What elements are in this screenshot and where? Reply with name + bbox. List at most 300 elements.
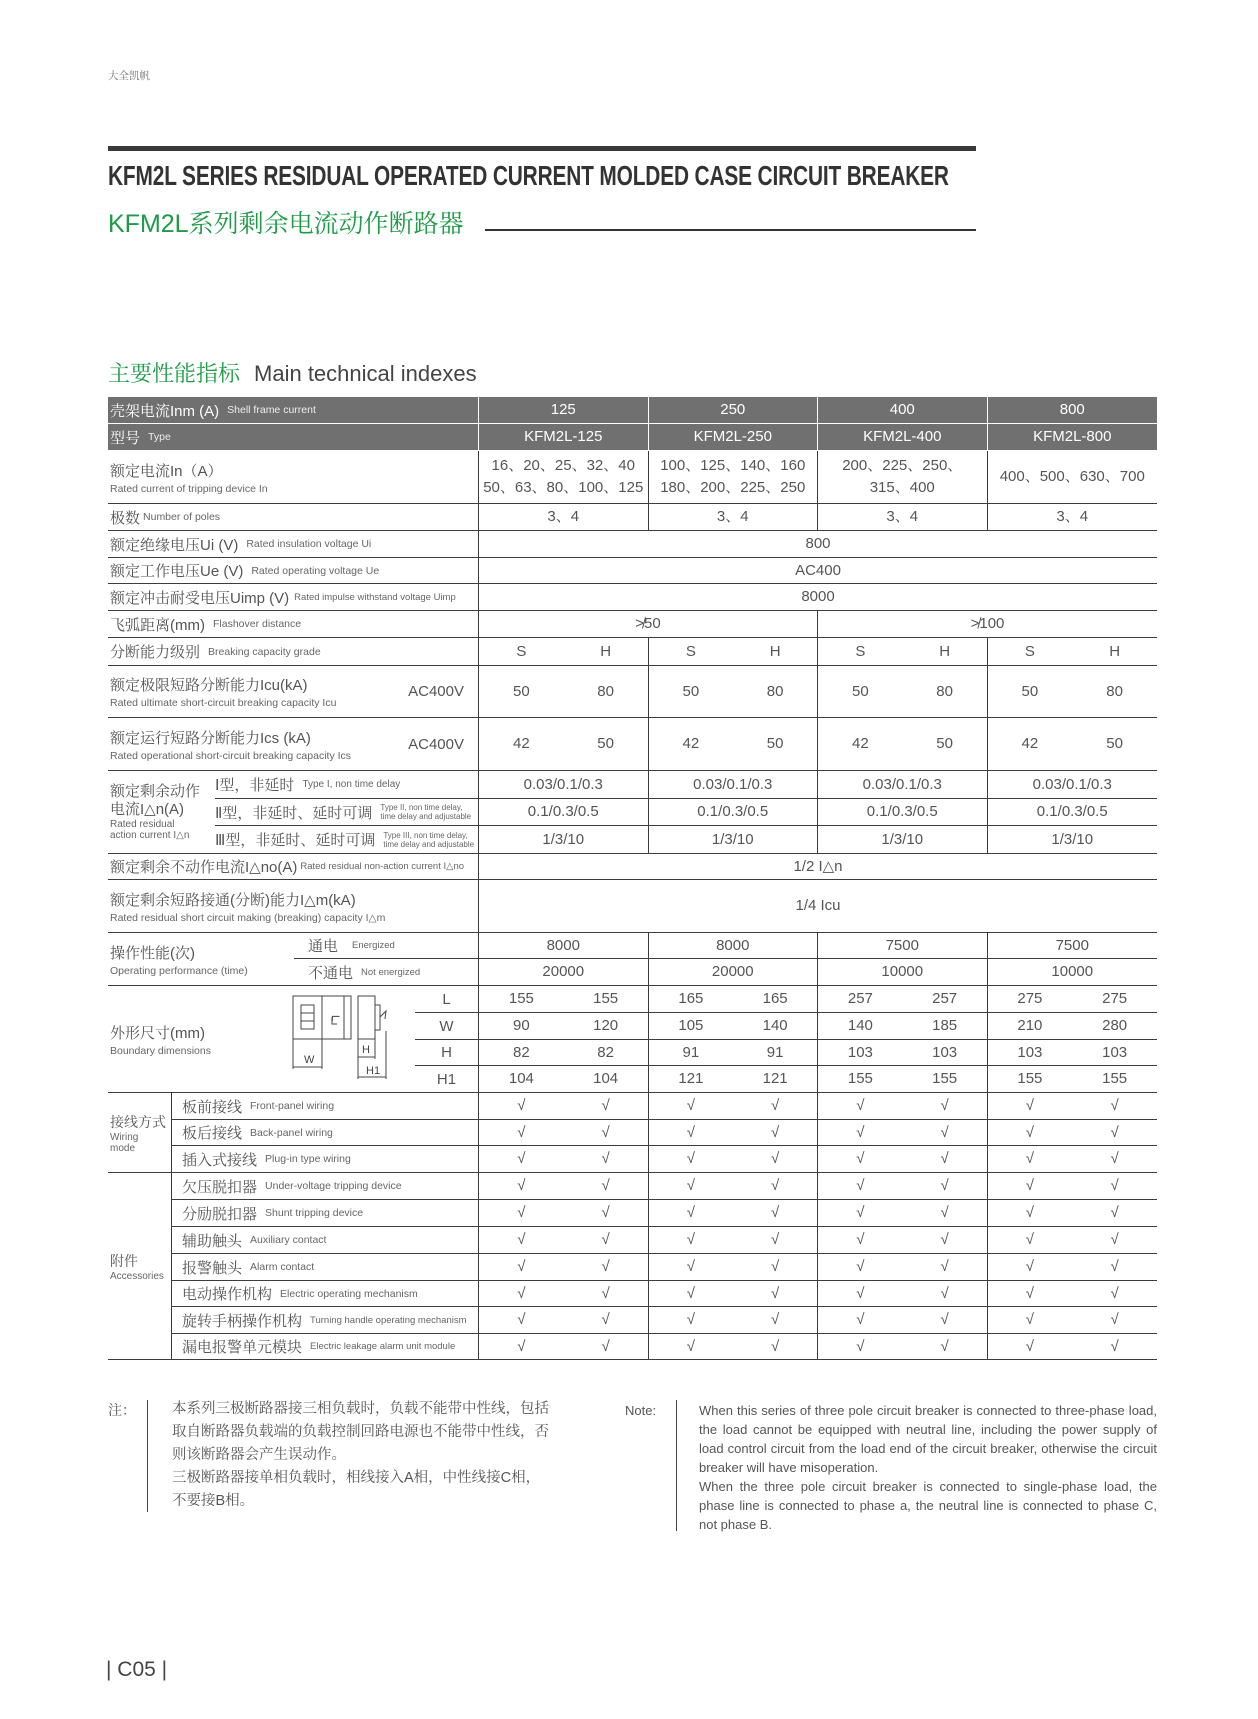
row-label-grade [108,638,479,666]
check-icon: √ [649,1173,734,1200]
residual-type-2 [215,799,479,826]
check-icon: √ [988,1120,1073,1146]
label-en: Back-panel wiring [250,1126,333,1139]
check-icon: √ [733,1307,818,1334]
value-cell: 0.1/0.3/0.5 [649,799,819,826]
diagram-label-h: H [362,1044,370,1056]
check-icon: √ [988,1307,1073,1334]
check-icon: √ [479,1093,564,1120]
note-divider [147,1400,148,1512]
value-cell: 80 [733,666,818,718]
check-icon: √ [1072,1120,1157,1146]
value-cell: 0.03/0.1/0.3 [988,771,1158,799]
check-icon: √ [564,1227,649,1254]
label-en: Operating performance (time) [110,964,248,977]
row-label-uimp [108,584,479,611]
check-icon: √ [564,1120,649,1146]
check-icon: √ [479,1334,564,1360]
dimension-letter: H [415,1040,479,1066]
section-heading [108,357,477,388]
check-icon: √ [479,1146,564,1173]
label-en: Accessories [110,1270,164,1282]
value-cell: 103 [1072,1040,1157,1066]
row-label-rated-current [108,451,479,504]
row-label-icu [108,666,479,718]
value-cell: 50 [988,666,1073,718]
label-en: Electric operating mechanism [280,1287,418,1300]
check-icon: √ [818,1334,903,1360]
check-icon: √ [733,1254,818,1281]
group-label-wiring [108,1093,172,1173]
value-cell: S [479,638,564,666]
value-cell: 7500 [818,933,988,959]
label-en: Type [148,431,171,443]
value-cell: 275 [1072,986,1157,1013]
check-icon: √ [818,1254,903,1281]
value-cell: 16、20、25、32、40 50、63、80、100、125 [479,451,649,504]
check-icon: √ [903,1200,988,1227]
label-cn: 额定电流In（A） [110,462,223,480]
diagram-label-h1: H1 [366,1065,381,1077]
label-cn: 额定运行短路分断能力Ics (kA) [110,729,311,747]
check-icon: √ [479,1281,564,1307]
row-label-type [108,424,479,451]
item-label [172,1334,479,1360]
label-en: Turning handle operating mechanism [310,1314,467,1326]
label-en: Flashover distance [212,618,302,630]
check-icon: √ [988,1334,1073,1360]
dimension-letter: L [415,986,479,1013]
check-icon: √ [818,1146,903,1173]
label-cn: 电动操作机构 [182,1286,273,1303]
check-icon: √ [903,1227,988,1254]
label-cn: 外形尺寸(mm) [110,1024,205,1042]
value-cell: 20000 [649,959,819,986]
label-en: mode [110,1142,136,1154]
row-label-ics [108,718,479,771]
label-en: Shell frame current [227,404,316,416]
group-label-accessories [108,1173,172,1360]
value-cell: H [564,638,649,666]
check-icon: √ [733,1227,818,1254]
value-cell: H [1072,638,1157,666]
label-en: Under-voltage tripping device [265,1180,402,1192]
value-cell: 103 [988,1040,1073,1066]
label-cn: 板前接线 [182,1098,243,1116]
label-en: Boundary dimensions [110,1044,211,1057]
value-cell: 185 [903,1013,988,1040]
check-icon: √ [649,1281,734,1307]
row-label-im [108,880,479,933]
type-label-cn: Ⅱ型，非延时、延时可调 [215,804,373,822]
value-cell: 800 [988,397,1158,424]
value-cell: 1/3/10 [818,826,988,854]
value-cell: 121 [649,1066,734,1093]
value-cell: 800 [479,531,1157,558]
label-cn: 额定极限短路分断能力Icu(kA) [110,677,308,694]
value-cell: 3、4 [988,504,1158,531]
check-icon: √ [733,1093,818,1120]
label-en: Rated residual short circuit making (breaking) capacity I△m [110,911,386,924]
check-icon: √ [988,1200,1073,1227]
check-icon: √ [903,1173,988,1200]
check-icon: √ [733,1173,818,1200]
value-cell: 42 [479,718,564,771]
value-cell: 104 [564,1066,649,1093]
check-icon: √ [903,1307,988,1334]
type-label-cn: Ⅲ型，非延时、延时可调 [215,832,376,849]
top-rule [108,146,976,151]
label-en: Rated ultimate short-circuit breaking capacity Icu [110,697,337,709]
value-cell: 275 [988,986,1073,1013]
value-cell: 80 [903,666,988,718]
item-label [172,1200,479,1227]
voltage-label: AC400V [408,683,464,700]
label-cn: 壳架电流Inm (A) [110,402,220,420]
page-title: KFM2L SERIES RESIDUAL OPERATED CURRENT MOLDED CASE CIRCUIT BREAKER [108,160,949,191]
check-icon: √ [988,1093,1073,1120]
check-icon: √ [564,1173,649,1200]
type-label-en: Type II, non time delay, [380,803,463,812]
operating-energized [294,933,479,959]
label-en: Rated residual [110,819,175,830]
check-icon: √ [903,1093,988,1120]
check-icon: √ [988,1146,1073,1173]
value-cell: 10000 [988,959,1158,986]
value-cell: H [903,638,988,666]
check-icon: √ [1072,1093,1157,1120]
check-icon: √ [818,1200,903,1227]
label-cn: 板后接线 [182,1125,243,1142]
item-label [172,1227,479,1254]
dimension-letter: W [415,1013,479,1040]
check-icon: √ [988,1173,1073,1200]
value-cell: 91 [649,1040,734,1066]
value-cell: 0.1/0.3/0.5 [818,799,988,826]
value-cell: 121 [733,1066,818,1093]
check-icon: √ [1072,1307,1157,1334]
check-icon: √ [988,1227,1073,1254]
value-cell: 165 [733,986,818,1013]
value-cell: 200、225、250、 315、400 [818,451,988,504]
item-label [172,1307,479,1334]
label-en: Number of poles [143,511,221,523]
value-cell: 42 [649,718,734,771]
label-cn: 附件 [110,1252,138,1269]
item-label [172,1120,479,1146]
value-cell: 82 [479,1040,564,1066]
value-cell: 3、4 [818,504,988,531]
value-cell: 20000 [479,959,649,986]
row-label-ui [108,531,479,558]
label-cn: 电流I△n(A) [110,801,185,818]
value-cell: 8000 [649,933,819,959]
label-cn: 型号 [110,429,141,447]
label-en: Wiring [110,1131,139,1143]
value-cell: 125 [479,397,649,424]
check-icon: √ [733,1281,818,1307]
label-cn: 额定绝缘电压Ui (V) [110,536,239,554]
label-cn: 额定剩余动作 [110,783,201,800]
type-label-en: Type III, non time delay, [383,830,468,840]
row-label-flashover [108,611,479,638]
value-cell: 140 [818,1013,903,1040]
value-cell: 8000 [479,933,649,959]
value-cell: S [988,638,1073,666]
label-cn: 辅助触头 [182,1232,243,1250]
label-en: Rated operational short-circuit breaking capacity Ics [110,749,352,762]
value-cell: KFM2L-125 [479,424,649,451]
value-cell: 155 [988,1066,1073,1093]
type-label-en: time delay and adjustable [380,812,472,821]
value-cell: 155 [818,1066,903,1093]
note-divider [676,1400,677,1531]
note-cn-text [172,1398,552,1513]
value-cell: 0.03/0.1/0.3 [479,771,649,799]
check-icon: √ [649,1093,734,1120]
row-label-frame [108,397,479,424]
value-cell: 104 [479,1066,564,1093]
label-cn: 飞弧距离(mm) [110,616,205,634]
row-label-dimensions [108,986,415,1093]
check-icon: √ [818,1227,903,1254]
row-label-ino [108,854,479,880]
check-icon: √ [1072,1334,1157,1360]
row-label-poles [108,504,479,531]
type-label-en: time delay and adjustable [383,839,475,849]
value-cell: 3、4 [479,504,649,531]
check-icon: √ [1072,1173,1157,1200]
label-en: Rated residual non-action current I△no [300,861,465,872]
check-icon: √ [988,1254,1073,1281]
label-cn: 分励脱扣器 [182,1205,258,1223]
value-cell: 80 [1072,666,1157,718]
value-cell: 0.03/0.1/0.3 [818,771,988,799]
label-en: Rated operating voltage Ue [251,564,380,577]
value-cell: 400 [818,397,988,424]
value-cell: 90 [479,1013,564,1040]
value-cell: 50 [1072,718,1157,771]
item-label [172,1093,479,1120]
value-cell: 50 [479,666,564,718]
value-cell: 80 [564,666,649,718]
page-subtitle: KFM2L系列剩余电流动作断路器 [108,210,464,238]
value-cell: 42 [988,718,1073,771]
check-icon: √ [479,1200,564,1227]
check-icon: √ [649,1146,734,1173]
check-icon: √ [564,1200,649,1227]
value-cell: 82 [564,1040,649,1066]
check-icon: √ [1072,1227,1157,1254]
residual-type-3 [215,826,479,854]
section-heading-cn: 主要性能指标 [108,361,241,386]
value-cell: 91 [733,1040,818,1066]
label-cn: 接线方式 [110,1113,166,1130]
check-icon: √ [903,1120,988,1146]
check-icon: √ [1072,1200,1157,1227]
value-cell: 280 [1072,1013,1157,1040]
value-cell: 0.1/0.3/0.5 [988,799,1158,826]
value-cell: KFM2L-250 [649,424,819,451]
dimension-diagram [292,995,392,1083]
item-label [172,1254,479,1281]
value-cell: 400、500、630、700 [988,451,1158,504]
check-icon: √ [1072,1146,1157,1173]
diagram-label-l: L [329,1015,341,1022]
value-cell: 50 [564,718,649,771]
value-cell: 1/3/10 [479,826,649,854]
check-icon: √ [564,1334,649,1360]
check-icon: √ [649,1307,734,1334]
value-cell: 50 [818,666,903,718]
label-en: Rated impulse withstand voltage Uimp [294,591,456,603]
check-icon: √ [649,1254,734,1281]
label-en: action current I△n [110,830,190,841]
check-icon: √ [818,1281,903,1307]
item-label [172,1173,479,1200]
label-cn: 极数 [110,509,141,527]
check-icon: √ [479,1227,564,1254]
label-cn: 欠压脱扣器 [182,1178,258,1196]
value-cell: 155 [564,986,649,1013]
check-icon: √ [903,1281,988,1307]
brand-name: 大全凯帆 [108,70,150,82]
label-en: Not energized [361,967,421,978]
label-en: Electric leakage alarm unit module [310,1341,456,1352]
value-cell: 165 [649,986,734,1013]
value-cell: 120 [564,1013,649,1040]
operating-not-energized [294,959,479,986]
type-label-en: Type I, non time delay [302,779,401,790]
value-cell: 155 [479,986,564,1013]
subtitle-rule [485,229,976,231]
value-cell: 50 [649,666,734,718]
value-cell: 1/3/10 [988,826,1158,854]
label-en: Alarm contact [250,1261,315,1273]
value-cell: 1/4 Icu [479,880,1157,933]
check-icon: √ [479,1173,564,1200]
label-cn: 旋转手柄操作机构 [182,1312,303,1330]
section-heading-en: Main technical indexes [254,361,477,386]
label-en: Auxiliary contact [250,1234,327,1246]
check-icon: √ [733,1200,818,1227]
value-cell: 0.03/0.1/0.3 [649,771,819,799]
value-cell: 250 [649,397,819,424]
value-cell: 210 [988,1013,1073,1040]
value-cell: KFM2L-400 [818,424,988,451]
label-en: Rated current of tripping device In [110,482,268,495]
value-cell: 257 [818,986,903,1013]
note-cn-paragraph: 本系列三极断路器接三相负载时，负载不能带中性线，包括取自断路器负载端的负载控制回路电源也不能带中性线，否则该断路器会产生误动作。 [172,1401,549,1463]
label-en: Shunt tripping device [265,1207,364,1219]
check-icon: √ [818,1120,903,1146]
value-cell: ≯50 [479,611,818,638]
row-label-ue [108,558,479,584]
value-cell: 7500 [988,933,1158,959]
value-cell: 257 [903,986,988,1013]
check-icon: √ [564,1254,649,1281]
value-cell: 103 [903,1040,988,1066]
label-cn: 操作性能(次) [110,944,195,962]
type-label-cn: Ⅰ型，非延时 [215,777,295,794]
check-icon: √ [479,1307,564,1334]
value-cell: 1/3/10 [649,826,819,854]
check-icon: √ [1072,1281,1157,1307]
note-cn-heading: 注： [108,1402,136,1418]
value-cell: 50 [903,718,988,771]
value-cell: S [818,638,903,666]
note-en-text [699,1401,1157,1534]
label-en: Energized [352,940,395,951]
value-cell: KFM2L-800 [988,424,1158,451]
check-icon: √ [649,1120,734,1146]
check-icon: √ [903,1334,988,1360]
note-cn-paragraph: 三极断路器接单相负载时，相线接入A相，中性线接C相，不要接B相。 [172,1470,541,1509]
value-cell: 8000 [479,584,1157,611]
value-cell: 10000 [818,959,988,986]
label-en: Front-panel wiring [250,1100,335,1112]
check-icon: √ [818,1093,903,1120]
check-icon: √ [564,1307,649,1334]
dimension-letter: H1 [415,1066,479,1093]
value-cell: 1/2 I△n [479,854,1157,880]
check-icon: √ [1072,1254,1157,1281]
label-en: Breaking capacity grade [208,645,321,658]
item-label [172,1281,479,1307]
check-icon: √ [479,1254,564,1281]
value-cell: 105 [649,1013,734,1040]
page-number: | C05 | [106,1658,168,1681]
value-cell: ≯100 [818,611,1157,638]
check-icon: √ [479,1120,564,1146]
check-icon: √ [733,1120,818,1146]
note-en-paragraph: When this series of three pole circuit breaker is connected to three-phase load, the load cannot be equipped with neutral line, including the power supply of load control circuit from the load end of the circuit breaker, otherwise the circuit breaker will have misoperation. [699,1403,1157,1475]
check-icon: √ [818,1307,903,1334]
label-cn: 分断能力级别 [110,644,201,661]
value-cell: 155 [903,1066,988,1093]
check-icon: √ [564,1146,649,1173]
residual-type-1 [215,771,479,799]
label-cn: 额定工作电压Ue (V) [110,563,244,580]
note-en-paragraph: When the three pole circuit breaker is connected to single-phase load, the phase line is connected to phase a, the neutral line is connected to phase C, not phase B. [699,1479,1157,1532]
check-icon: √ [988,1281,1073,1307]
label-cn: 漏电报警单元模块 [182,1339,303,1356]
spec-table [108,397,1157,1360]
value-cell: 50 [733,718,818,771]
value-cell: 42 [818,718,903,771]
voltage-label: AC400V [408,735,464,753]
note-en-heading: Note: [625,1403,657,1418]
value-cell: H [733,638,818,666]
check-icon: √ [649,1227,734,1254]
check-icon: √ [564,1093,649,1120]
check-icon: √ [903,1254,988,1281]
value-cell: 100、125、140、160 180、200、225、250 [649,451,819,504]
value-cell: 140 [733,1013,818,1040]
label-cn: 插入式接线 [182,1151,258,1169]
check-icon: √ [818,1173,903,1200]
value-cell: 0.1/0.3/0.5 [479,799,649,826]
check-icon: √ [649,1334,734,1360]
check-icon: √ [733,1334,818,1360]
label-cn: 通电 [308,938,339,955]
check-icon: √ [649,1200,734,1227]
value-cell: AC400 [479,558,1157,584]
value-cell: 103 [818,1040,903,1066]
label-cn: 报警触头 [182,1259,243,1277]
page-number-text: C05 [117,1658,156,1681]
label-cn: 额定剩余短路接通(分断)能力I△m(kA) [110,891,356,909]
